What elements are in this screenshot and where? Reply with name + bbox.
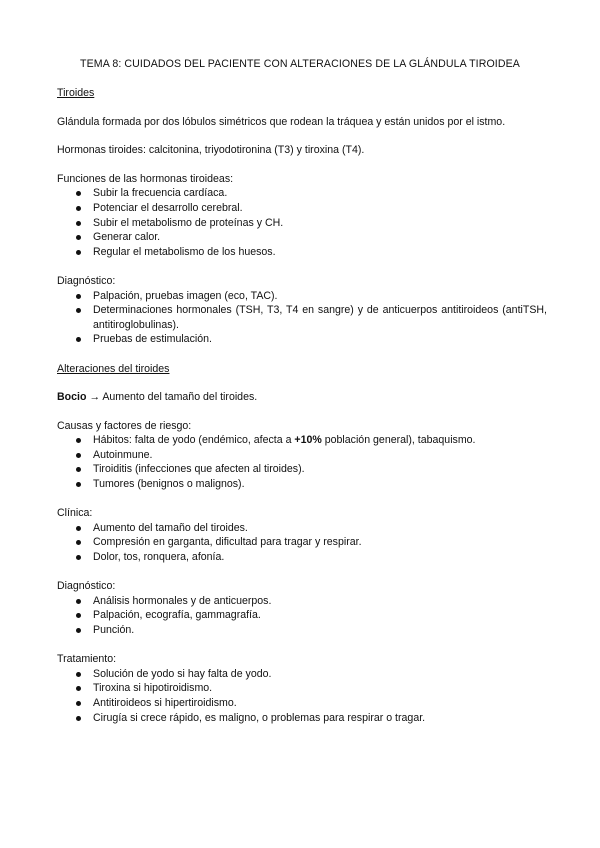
bocio-description: → Aumento del tamaño del tiroides. [86,391,258,404]
diagnosis-list [57,289,547,347]
list-item: Generar calor. [57,230,547,245]
document-title: TEMA 8: CUIDADOS DEL PACIENTE CON ALTERACIONES DE LA GLÁNDULA TIROIDEA [80,58,520,70]
list-item: Tiroxina si hipotiroidismo. [57,681,547,696]
list-item: Hábitos: falta de yodo (endémico, afecta a +10% población general), tabaquismo. [57,433,547,448]
clinic-label: Clínica: [57,507,93,520]
clinic-list [57,521,547,565]
list-item: Subir el metabolismo de proteínas y CH. [57,216,547,231]
section-heading-alteraciones: Alteraciones del tiroides [57,362,170,375]
causes-list [57,433,547,491]
list-item: Tiroiditis (infecciones que afecten al tiroides). [57,462,547,477]
hormones-text: Hormonas tiroides: calcitonina, triyodotironina (T3) y tiroxina (T4). [57,144,365,157]
list-item: Palpación, pruebas imagen (eco, TAC). [57,289,547,304]
list-item: Regular el metabolismo de los huesos. [57,245,547,260]
diagnosis-label-2: Diagnóstico: [57,580,116,593]
list-item: Palpación, ecografía, gammagrafía. [57,608,547,623]
list-item: Autoinmune. [57,448,547,463]
tiroides-definition: Glándula formada por dos lóbulos simétricos que rodean la tráquea y están unidos por el istmo. [57,115,506,128]
list-item: Aumento del tamaño del tiroides. [57,521,547,536]
bocio-term: Bocio [57,391,87,404]
functions-list [57,186,547,259]
list-item: Antitiroideos si hipertiroidismo. [57,696,547,711]
diagnosis-label: Diagnóstico: [57,274,116,287]
diagnosis-list-2 [57,594,547,638]
document-content [57,86,547,740]
section-heading-tiroides: Tiroides [57,87,95,99]
list-item: Cirugía si crece rápido, es maligno, o problemas para respirar o tragar. [57,711,547,726]
list-item: Pruebas de estimulación. [57,332,547,347]
treatment-list [57,667,547,725]
list-item: Tumores (benignos o malignos). [57,477,547,492]
causes-label: Causas y factores de riesgo: [57,419,192,432]
functions-label: Funciones de las hormonas tiroideas: [57,172,234,185]
list-item: Determinaciones hormonales (TSH, T3, T4 en sangre) y de anticuerpos antitiroideos (antiTSH, antitiroglobulinas). [57,303,547,332]
list-item: Subir la frecuencia cardíaca. [57,186,547,201]
list-item: Punción. [57,623,547,638]
list-item: Potenciar el desarrollo cerebral. [57,201,547,216]
bocio-definition [57,390,547,405]
list-item: Dolor, tos, ronquera, afonía. [57,550,547,565]
list-item: Solución de yodo si hay falta de yodo. [57,667,547,682]
list-item: Análisis hormonales y de anticuerpos. [57,594,547,609]
list-item: Compresión en garganta, dificultad para tragar y respirar. [57,535,547,550]
treatment-label: Tratamiento: [57,653,117,666]
